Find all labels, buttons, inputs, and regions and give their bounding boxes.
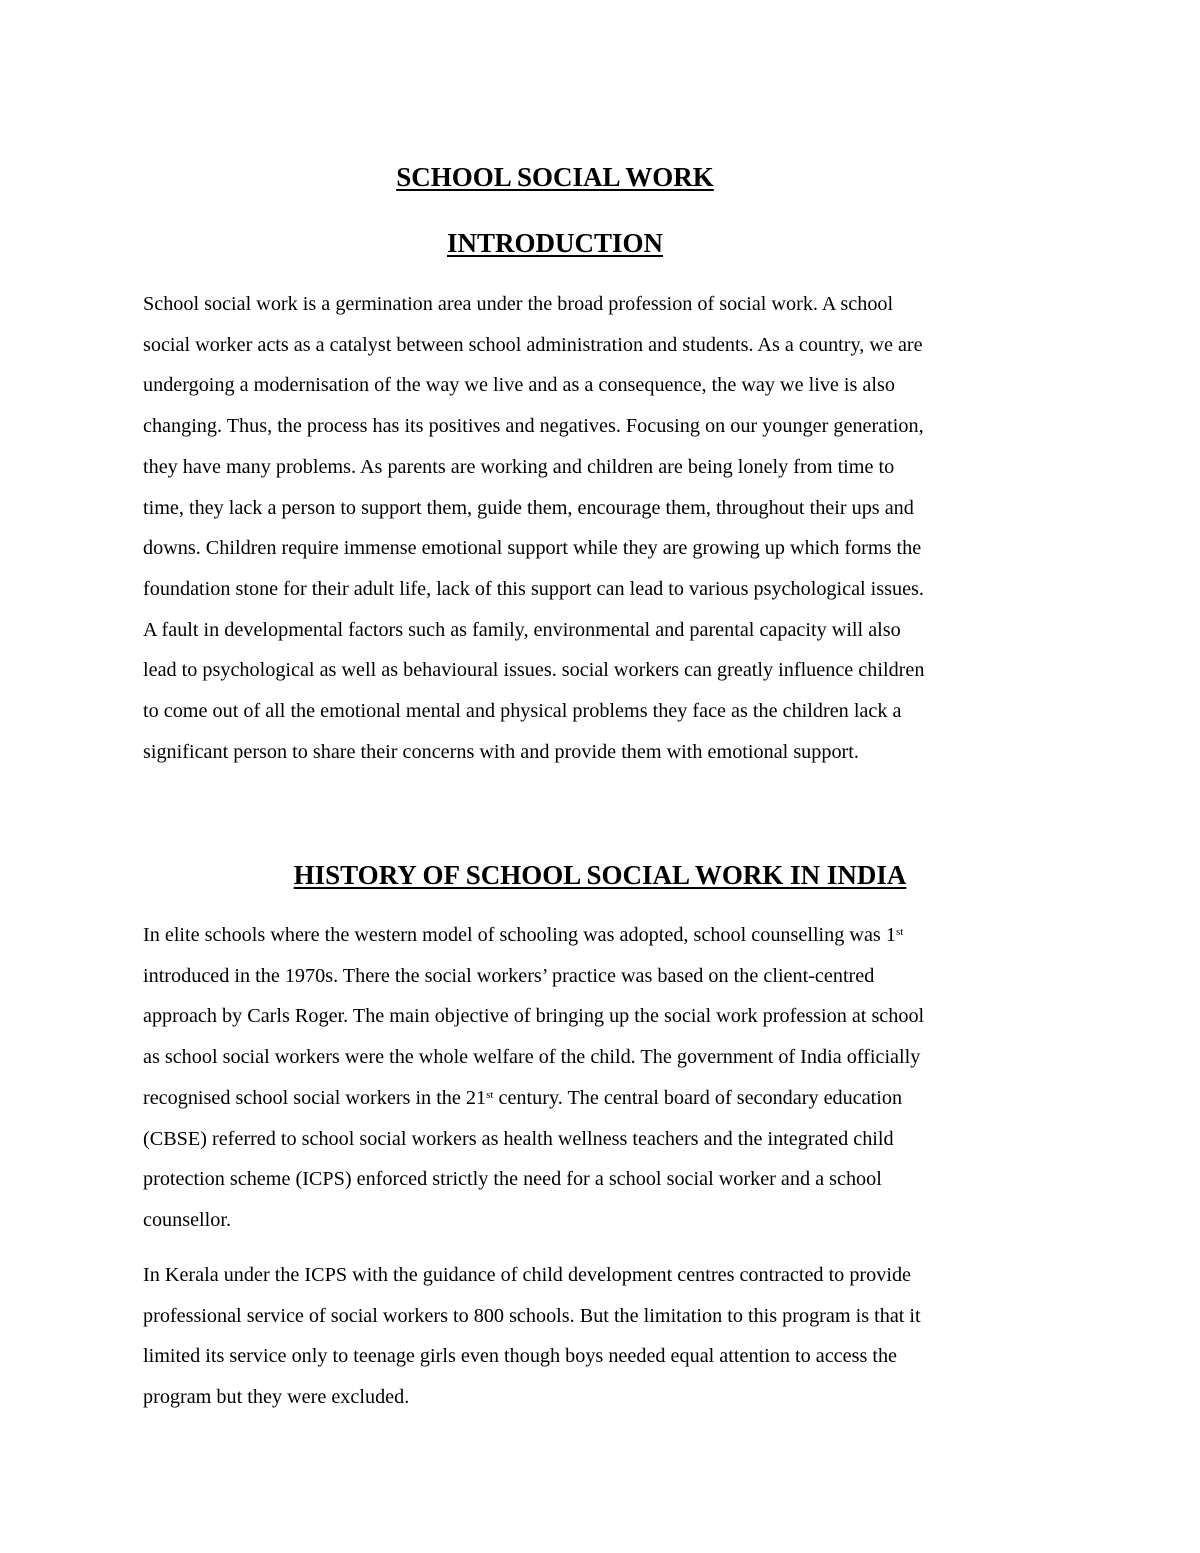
paragraph-line: as school social workers were the whole welfare of the child. The government of India officially: [143, 1046, 921, 1069]
paragraph-line: A fault in developmental factors such as family, environmental and parental capacity will also: [143, 618, 901, 641]
paragraph-line: In Kerala under the ICPS with the guidance of child development centres contracted to provide: [143, 1264, 911, 1286]
document-title: SCHOOL SOCIAL WORK: [396, 162, 714, 192]
paragraph-line: limited its service only to teenage girls even though boys needed equal attention to access the: [143, 1345, 898, 1368]
paragraph-line: time, they lack a person to support them, guide them, encourage them, throughout their ups and: [143, 496, 914, 519]
paragraph-line: professional service of social workers to 800 schools. But the limitation to this program is that it: [143, 1304, 921, 1327]
paragraph-line: protection scheme (ICPS) enforced strictly the need for a school social worker and a school: [143, 1168, 882, 1191]
paragraph-line: undergoing a modernisation of the way we live and as a consequence, the way we live is also: [143, 374, 895, 397]
paragraph-line: [143, 915, 1063, 956]
paragraph-line: they have many problems. As parents are working and children are being lonely from time to: [143, 455, 895, 478]
paragraph-line: introduced in the 1970s. There the social workers’ practice was based on the client-centred: [143, 964, 875, 987]
paragraph-line: approach by Carls Roger. The main objective of bringing up the social work profession at school: [143, 1005, 925, 1028]
paragraph-line: significant person to share their concerns with and provide them with emotional support.: [143, 740, 859, 763]
paragraph-line: downs. Children require immense emotional support while they are growing up which forms the: [143, 537, 922, 560]
paragraph-line: (CBSE) referred to school social workers as health wellness teachers and the integrated child: [143, 1127, 894, 1150]
introduction-heading: INTRODUCTION: [446, 228, 664, 258]
history-paragraph-2: [143, 1255, 1063, 1418]
history-paragraph-1: [143, 915, 1063, 1241]
paragraph-line: School social work is a germination area under the broad profession of social work. A school: [143, 293, 894, 315]
paragraph-line: foundation stone for their adult life, lack of this support can lead to various psychological issues.: [143, 577, 924, 600]
paragraph-line: program but they were excluded.: [143, 1386, 410, 1409]
line-text: In elite schools where the western model of schooling was adopted, school counselling was 1: [143, 924, 896, 946]
introduction-paragraph: [143, 284, 1063, 772]
paragraph-line: social worker acts as a catalyst between school administration and students. As a country, we are: [143, 333, 923, 356]
history-heading: HISTORY OF SCHOOL SOCIAL WORK IN INDIA: [293, 860, 907, 890]
paragraph-line: counsellor.: [143, 1208, 232, 1231]
ordinal-suffix: st: [895, 926, 904, 938]
paragraph-line: changing. Thus, the process has its positives and negatives. Focusing on our younger generation,: [143, 415, 924, 438]
ordinal-suffix: st: [486, 1088, 494, 1101]
paragraph-line: to come out of all the emotional mental and physical problems they face as the children lack a: [143, 700, 902, 723]
paragraph-line: [143, 1078, 1063, 1119]
line-text: recognised school social workers in the 21: [143, 1086, 487, 1109]
paragraph-line: lead to psychological as well as behavioural issues. social workers can greatly influence children: [143, 659, 925, 682]
line-text: century. The central board of secondary education: [493, 1086, 903, 1109]
